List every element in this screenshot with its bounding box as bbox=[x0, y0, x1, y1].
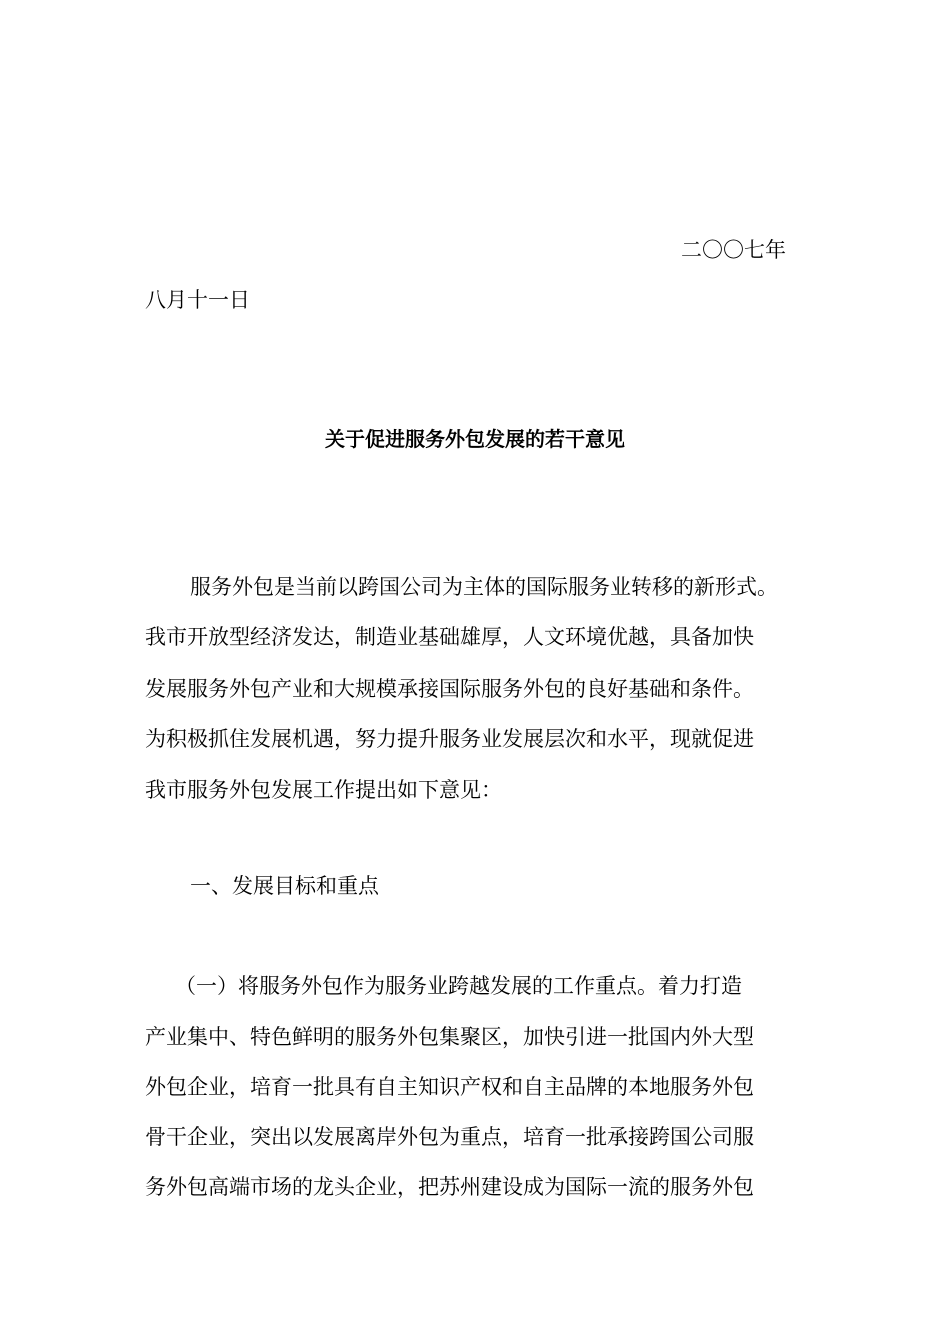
date-year: 二〇〇七年 bbox=[681, 238, 786, 262]
document-title: 关于促进服务外包发展的若干意见 bbox=[325, 427, 625, 451]
paragraph-line: 产业集中、特色鲜明的服务外包集聚区，加快引进一批国内外大型 bbox=[145, 1025, 754, 1049]
paragraph-line: 务外包高端市场的龙头企业，把苏州建设成为国际一流的服务外包 bbox=[145, 1175, 754, 1199]
paragraph-line: 我市开放型经济发达，制造业基础雄厚，人文环境优越，具备加快 bbox=[145, 625, 754, 649]
paragraph-line: 骨干企业，突出以发展离岸外包为重点，培育一批承接跨国公司服 bbox=[145, 1125, 754, 1149]
paragraph-line: 发展服务外包产业和大规模承接国际服务外包的良好基础和条件。 bbox=[145, 677, 754, 701]
paragraph-line: 服务外包是当前以跨国公司为主体的国际服务业转移的新形式。 bbox=[190, 575, 778, 599]
paragraph-line: （一）将服务外包作为服务业跨越发展的工作重点。着力打造 bbox=[175, 974, 742, 998]
paragraph-line: 为积极抓住发展机遇，努力提升服务业发展层次和水平，现就促进 bbox=[145, 727, 754, 751]
date-month-day: 八月十一日 bbox=[145, 288, 250, 312]
paragraph-line: 我市服务外包发展工作提出如下意见： bbox=[145, 778, 502, 802]
paragraph-line: 外包企业，培育一批具有自主知识产权和自主品牌的本地服务外包 bbox=[145, 1075, 754, 1099]
section-heading: 一、发展目标和重点 bbox=[190, 874, 379, 898]
